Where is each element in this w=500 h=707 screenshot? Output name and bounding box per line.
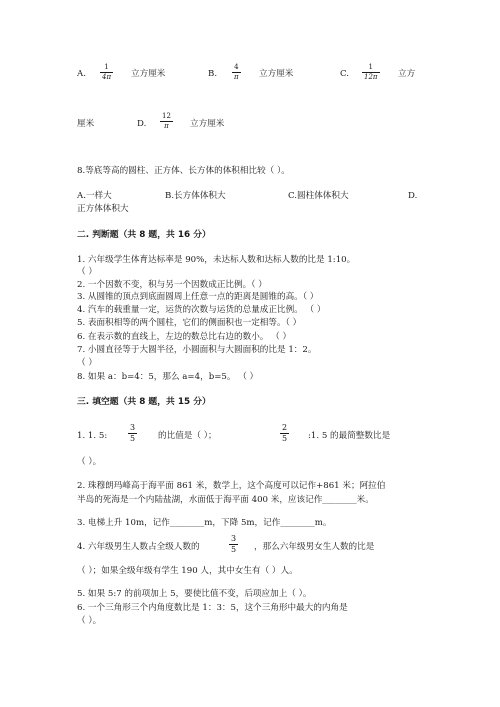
- fraction-numerator: 1: [368, 63, 373, 71]
- fb-q4-prefix: 4. 六年级男生人数占全级人数的: [77, 542, 200, 552]
- q7-option-d-unit: 立方厘米: [190, 119, 225, 129]
- fraction-numerator: 3: [231, 534, 237, 543]
- fb-q1-fraction-2: [280, 424, 289, 443]
- q7-option-b-fraction: [232, 64, 241, 81]
- q7-option-c-unit-continued: 厘米: [77, 119, 95, 129]
- q7-option-b-unit: 立方厘米: [259, 69, 294, 79]
- tf-item: 2. 一个因数不变，积与另一个因数成正比例。（ ）: [77, 280, 267, 290]
- fraction-denominator: 5: [231, 544, 237, 554]
- fb-q1-middle: 的比值是（ ）；: [158, 431, 217, 441]
- tf-answer-blank: （ ）: [77, 358, 97, 368]
- q8-option-d-text: 正方体体积大: [77, 204, 129, 214]
- fraction-numerator: 12: [162, 112, 171, 120]
- fb-q5: 5. 如果 5:7 的前项加上 5，要使比值不变，后项应加上（ ）。: [77, 589, 312, 599]
- q7-option-a-fraction: [100, 64, 113, 81]
- section-title: 二. 判断题（共 8 题，共 16 分）: [77, 230, 211, 240]
- q7-option-d-fraction: [160, 113, 173, 130]
- tf-answer-blank: （ ）: [77, 267, 97, 277]
- fraction-denominator: π: [234, 72, 239, 81]
- q7-option-a-unit: 立方厘米: [131, 69, 166, 79]
- q8-option-d-label: D.: [408, 191, 418, 201]
- fraction-denominator: 5: [282, 433, 288, 443]
- fb-q1-fraction-1: [128, 424, 137, 443]
- q7-option-c-label: C.: [340, 69, 350, 79]
- fb-q1-answer-blank: （ ）。: [77, 457, 102, 467]
- fb-q6-line-1: 6. 一个三角形三个内角度数比是 1：3：5，这个三角形中最大的内角是: [77, 603, 348, 613]
- fraction-numerator: 3: [130, 423, 136, 432]
- fraction-denominator: 4π: [102, 72, 112, 81]
- fraction-denominator: 5: [130, 433, 136, 443]
- fb-q3: 3. 电梯上升 10m，记作________m，下降 5m，记作________m。: [77, 518, 332, 528]
- fb-q4-fraction: [229, 535, 238, 554]
- section-title: 三. 填空题（共 8 题，共 15 分）: [77, 397, 211, 407]
- q7-option-c-unit: 立方: [398, 69, 416, 79]
- tf-item: 7. 小圆直径等于大圆半径，小圆面积与大圆面积的比是 1：2。: [77, 345, 317, 355]
- fraction-denominator: 12π: [364, 72, 378, 81]
- fb-q4-line-2: （ ）；如果全级年级有学生 190 人，其中女生有（ ）人。: [77, 566, 298, 576]
- q8-option-a: A.一样大: [77, 191, 112, 201]
- q7-option-d-label: D.: [137, 119, 147, 129]
- fraction-numerator: 1: [104, 63, 109, 71]
- fb-q4-suffix: ，那么六年级男女生人数的比是: [254, 542, 375, 552]
- tf-item: 1. 六年级学生体育达标率是 90%，未达标人数和达标人数的比是 1:10。: [77, 255, 356, 265]
- q8-option-c: C.圆柱体体积大: [288, 191, 349, 201]
- tf-item: 4. 汽车的载重量一定，运货的次数与运货的总量成正比例。 （ ）: [77, 305, 326, 315]
- tf-item: 6. 在表示数的直线上，左边的数总比右边的数小。 （ ）: [77, 332, 292, 342]
- fraction-numerator: 2: [282, 423, 288, 432]
- fraction-numerator: 4: [234, 63, 239, 71]
- q7-option-c-fraction: [362, 64, 380, 81]
- tf-item: 5. 表面积相等的两个圆柱，它们的侧面积也一定相等。（ ）: [77, 318, 302, 328]
- q7-option-b-label: B.: [208, 69, 218, 79]
- tf-item: 8. 如果 a：b=4：5，那么 a=4，b=5。 （ ）: [77, 372, 259, 382]
- fb-q6-answer-blank: （ ）。: [77, 616, 102, 626]
- tf-item: 3. 从圆锥的顶点到底面圆周上任意一点的距离是圆锥的高。（ ）: [77, 292, 319, 302]
- q8-option-b: B.长方体体积大: [165, 191, 226, 201]
- fb-q2-line-2: 半岛的死海是一个内陆盐湖，水面低于海平面 400 米，应该记作________米。: [77, 495, 374, 505]
- q8-stem: 8.等底等高的圆柱、正方体、长方体的体积相比较（ ）。: [77, 166, 290, 176]
- fb-q1-prefix: 1. 1. 5:: [77, 431, 108, 441]
- q7-option-a-label: A.: [77, 69, 86, 79]
- fb-q1-suffix: :1. 5 的最简整数比是: [308, 431, 391, 441]
- fb-q2-line-1: 2. 珠穆朗玛峰高于海平面 861 米，数学上，这个高度可以记作+861 米；阿拉伯: [77, 481, 386, 491]
- fraction-denominator: π: [164, 121, 169, 130]
